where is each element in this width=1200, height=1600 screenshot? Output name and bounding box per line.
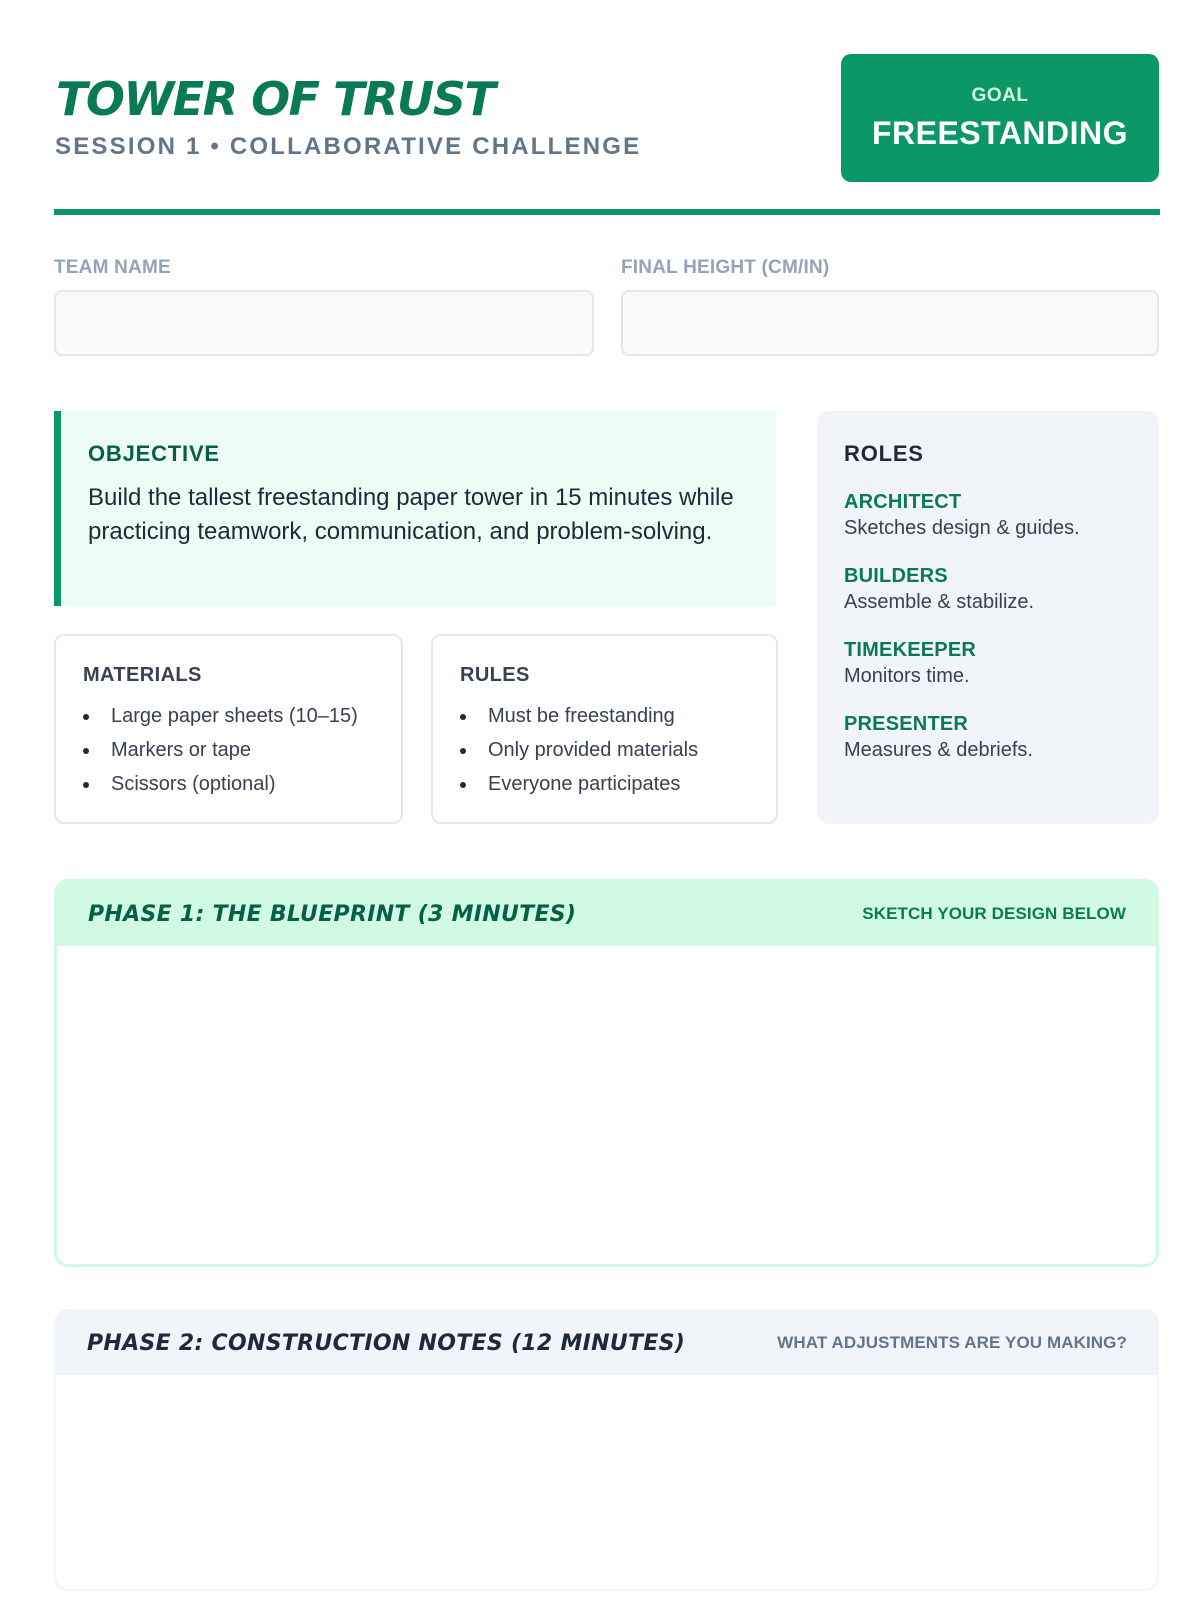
objective-text: Build the tallest freestanding paper tower in 15 minutes while practicing teamwork, communication, and problem-solving. bbox=[88, 484, 734, 545]
phase2-section bbox=[54, 1309, 1159, 1591]
role-description: Assemble & stabilize. bbox=[844, 591, 1035, 613]
objective-panel bbox=[54, 411, 776, 606]
bullet-icon bbox=[83, 714, 89, 720]
sketch-area[interactable] bbox=[57, 946, 1156, 1264]
bullet-icon bbox=[460, 748, 466, 754]
role-description: Monitors time. bbox=[844, 665, 970, 687]
phase1-hint: SKETCH YOUR DESIGN BELOW bbox=[862, 904, 1126, 923]
list-item: Large paper sheets (10–15) bbox=[83, 699, 375, 733]
team-name-label: TEAM NAME bbox=[54, 257, 171, 278]
final-height-field[interactable] bbox=[621, 290, 1159, 356]
phase2-title: PHASE 2: CONSTRUCTION NOTES (12 MINUTES) bbox=[87, 1330, 686, 1356]
phase1-header bbox=[57, 882, 1156, 946]
rules-list bbox=[460, 699, 750, 801]
role-architect bbox=[844, 489, 1132, 541]
objective-title: OBJECTIVE bbox=[88, 441, 220, 466]
list-item: Must be freestanding bbox=[460, 699, 750, 733]
rules-title: RULES bbox=[460, 664, 530, 686]
phase1-section bbox=[54, 879, 1159, 1267]
role-name: ARCHITECT bbox=[844, 491, 962, 513]
role-timekeeper bbox=[844, 637, 1132, 689]
page-subtitle: SESSION 1 • COLLABORATIVE CHALLENGE bbox=[55, 133, 642, 160]
role-name: TIMEKEEPER bbox=[844, 639, 977, 661]
header-divider bbox=[54, 209, 1160, 215]
list-item: Markers or tape bbox=[83, 733, 375, 767]
materials-card bbox=[54, 634, 403, 824]
page-title: TOWER OF TRUST bbox=[56, 72, 495, 126]
bullet-icon bbox=[83, 782, 89, 788]
role-name: PRESENTER bbox=[844, 713, 969, 735]
role-description: Measures & debriefs. bbox=[844, 739, 1033, 761]
notes-area[interactable] bbox=[56, 1375, 1157, 1589]
role-builders bbox=[844, 563, 1132, 615]
goal-value: FREESTANDING bbox=[871, 114, 1129, 151]
roles-title: ROLES bbox=[844, 441, 924, 466]
phase2-hint: WHAT ADJUSTMENTS ARE YOU MAKING? bbox=[777, 1333, 1127, 1352]
list-item: Only provided materials bbox=[460, 733, 750, 767]
goal-label: GOAL bbox=[971, 84, 1029, 106]
phase2-header bbox=[56, 1311, 1157, 1375]
roles-panel bbox=[817, 411, 1159, 824]
materials-title: MATERIALS bbox=[83, 664, 202, 686]
list-item: Scissors (optional) bbox=[83, 767, 375, 801]
bullet-icon bbox=[83, 748, 89, 754]
list-item: Everyone participates bbox=[460, 767, 750, 801]
rules-card bbox=[431, 634, 778, 824]
materials-list bbox=[83, 699, 375, 801]
phase1-title: PHASE 1: THE BLUEPRINT (3 MINUTES) bbox=[88, 901, 577, 927]
role-presenter bbox=[844, 711, 1132, 763]
role-name: BUILDERS bbox=[844, 565, 948, 587]
goal-badge bbox=[841, 54, 1159, 182]
final-height-label: FINAL HEIGHT (CM/IN) bbox=[621, 257, 830, 278]
team-name-field[interactable] bbox=[54, 290, 594, 356]
bullet-icon bbox=[460, 782, 466, 788]
bullet-icon bbox=[460, 714, 466, 720]
role-description: Sketches design & guides. bbox=[844, 517, 1080, 539]
